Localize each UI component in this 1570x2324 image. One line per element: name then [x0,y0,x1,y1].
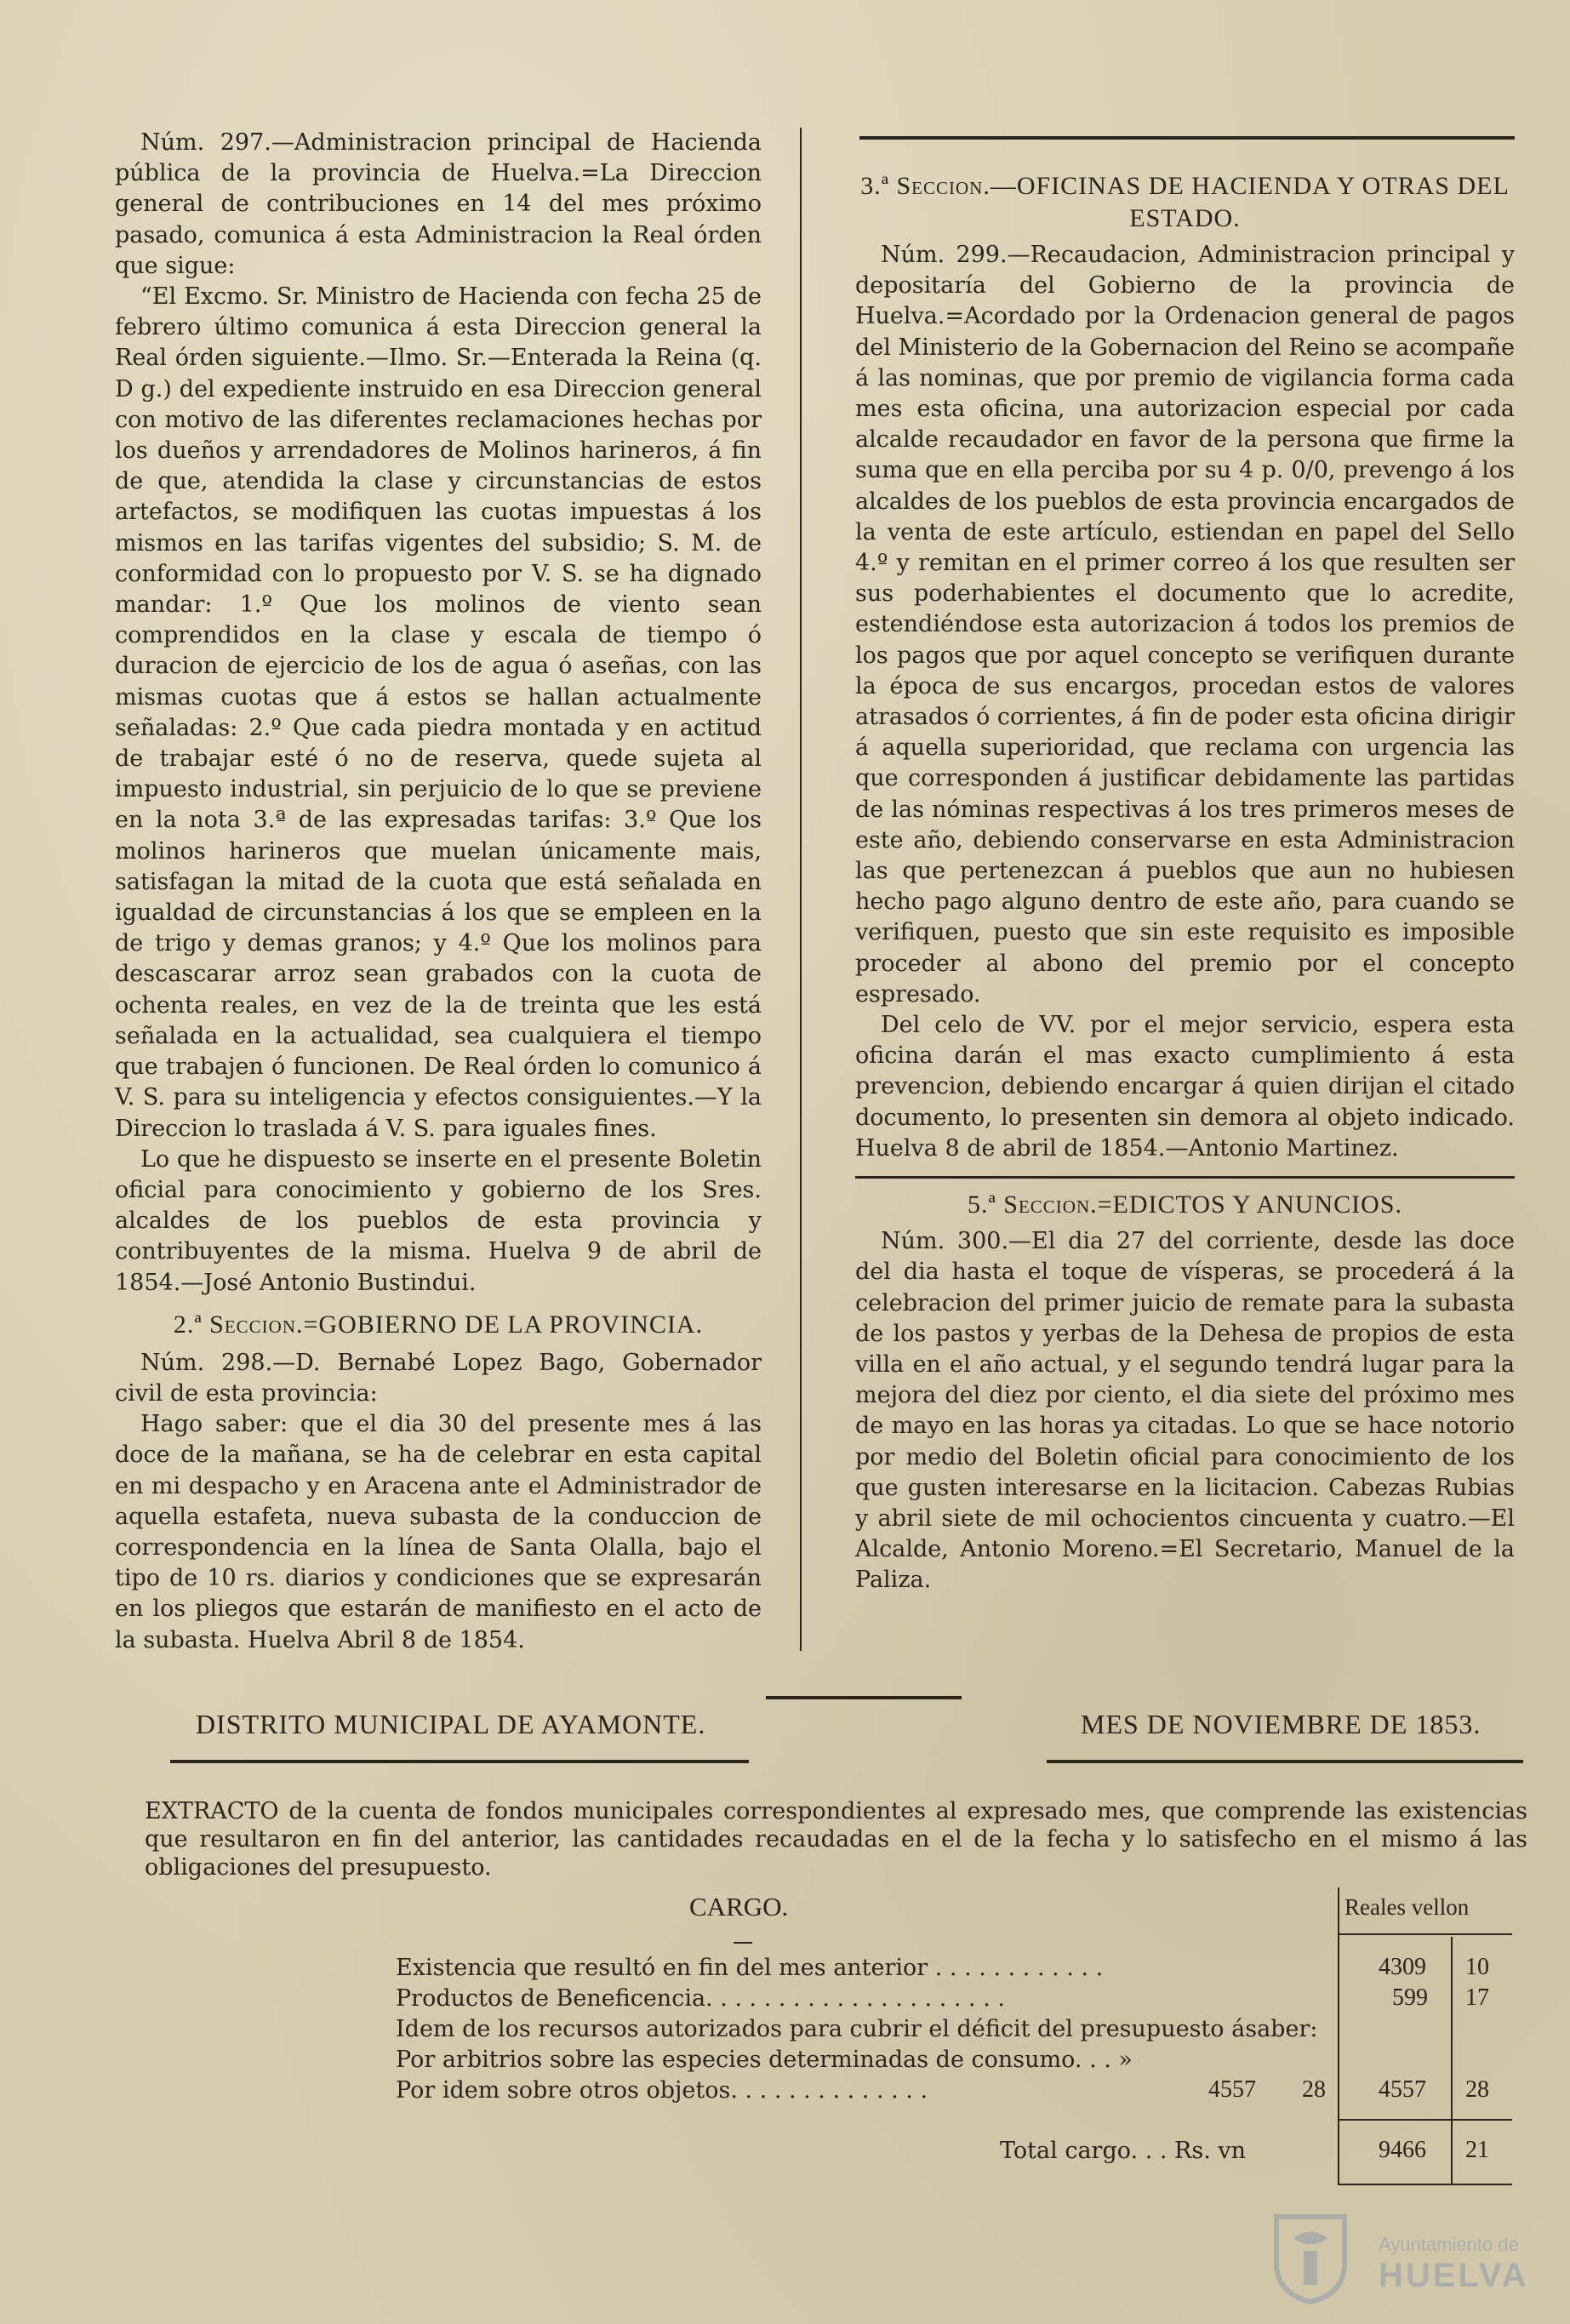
row-beneficencia: Productos de Beneficencia. . . . . . . . . . . . . . . . . . . . . [396,1985,1005,2012]
row-otros-reales: 4557 [1379,2076,1426,2103]
reales-vellon-header: Reales vellon [1344,1894,1470,1920]
section-2-heading [115,1309,762,1341]
notice-299-closing: Del celo de VV. por el mejor servicio, espera esta oficina darán el mas exacto cumplimiento á esta prevencion, debiendo encargar á quien dirijan el citado documento, lo presenten sin demora al objeto indicado. Huelva 8 de abril de 1854.—Antonio Martinez. [855,1012,1515,1162]
section-3-title: —OFICINAS DE HACIENDA Y OTRAS DEL ESTADO. [990,172,1510,232]
row-arbitrios: Por arbitrios sobre las especies determinadas de consumo. . . » [396,2047,1133,2073]
cargo-title: CARGO. [689,1892,789,1921]
section-5-number: 5.ª [968,1191,996,1219]
header-rule [1338,1933,1512,1935]
right-column [855,170,1515,1596]
row-otros-sub-reales: 4557 [1208,2076,1256,2103]
month-underline [1047,1760,1523,1763]
watermark-line2: HUELVA [1379,2257,1529,2294]
notice-298-head: Núm. 298.—D. Bernabé Lopez Bago, Gobernador civil de esta provincia: [115,1349,762,1407]
row-beneficencia-reales: 599 [1392,1984,1428,2011]
cents-rule [1451,1937,1453,2185]
section-3-heading [855,170,1515,235]
section-5-title: =EDICTOS Y ANUNCIOS. [1097,1191,1402,1219]
section-2-word: Seccion. [209,1310,304,1339]
month-title: MES DE NOVIEMBRE DE 1853. [1081,1709,1482,1739]
section-5-word: Seccion. [1003,1191,1098,1219]
center-rule [766,1696,962,1699]
section-2-number: 2.ª [173,1310,203,1339]
watermark-line1: Ayuntamiento de [1379,2234,1519,2255]
section-5-heading [855,1189,1515,1221]
table-left-rule [1338,1887,1339,2185]
notice-297-royal-order: “El Excmo. Sr. Ministro de Hacienda con fecha 25 de febrero último comunica á esta Direccion general la Real órden siguiente.—Ilmo. Sr.—Enterada la Reina (q. D g.) del expediente instruido en esa Direccion general con motivo de las diferentes reclamaciones hechas por los dueños y arrendadores de Molinos harineros, á fin de que, atendida la clase y circunstancias de estos artefactos, se modifiquen las cuotas impuestas á los mismos en las tarifas vigentes del subsidio; S. M. de conformidad con lo propuesto por V. S. se ha dignado mandar: 1.º Que los molinos de viento sean comprendidos en la clase y escala de tiempo ó duracion de ejercicio de los de agua ó aseñas, con las mismas cuotas que á estos se hallan actualmente señaladas: 2.º Que cada piedra montada y en actitud de trabajar esté ó no de reserva, quede sujeta al impuesto industrial, sin perjuicio de lo que se previene en la nota 3.ª de las expresadas tarifas: 3.º Que los molinos harineros que muelan únicamente mais, satisfagan la mitad de la cuota que está señalada en igualdad de circunstancias á los que se empleen en la de trigo y demas granos; y 4.º Que los molinos para descascarar arroz sean grabados con la cuota de ochenta reales, en vez de la de treinta que les está señalada en la actualidad, sea cualquiera el tiempo que trabajen ó funcionen. De Real órden lo comunico á V. S. para su inteligencia y efectos consiguientes.—Y la Direccion lo traslada á V. S. para iguales fines. [115,283,762,1142]
row-otros-objetos: Por idem sobre otros objetos. . . . . . . . . . . . . . [396,2077,928,2104]
column-divider [800,128,802,1651]
row-recursos: Idem de los recursos autorizados para cubrir el déficit del presupuesto ásaber: [396,2016,1318,2042]
ayuntamiento-watermark [1259,2204,1549,2306]
section-3-number: 3.ª [860,172,889,200]
cargo-dash [734,1942,752,1944]
notice-299-body: Núm. 299.—Recaudacion, Administracion principal y depositaría del Gobierno de la provincia de Huelva.=Acordado por la Ordenacion general de pagos del Ministerio de la Gobernacion del Reino se acompañe á las nominas, que por premio de vigilancia forma cada mes esta oficina, una autorizacion especial por cada alcalde recaudador en favor de la persona que firme la suma que en ella perciba por su 4 p. 0/0, prevengo á los alcaldes de los pueblos de esta provincia encargados de la venta de este artículo, estiendan en papel del Sello 4.º y remitan en el primer correo á los que resulten ser sus poderhabientes el documento que lo acredite, estendiéndose esta autorizacion á todos los premios de los pagos que por aquel concepto se verifiquen durante la época de sus encargos, procedan estos de valores atrasados ó corrientes, á fin de poder esta oficina dirigir á aquella superioridad, que reclama con urgencia las que corresponden á justificar debidamente las partidas de las nóminas respectivas á los tres primeros meses de este año, debiendo conservarse en esta Administracion las que pertenezcan á pueblos que aun no hubiesen hecho pago alguno dentro de este año, para cuando se verifiquen, puesto que sin este requisito es imposible proceder al abono del premio por el concepto espresado. [855,242,1515,1008]
section-2-title: =GOBIERNO DE LA PROVINCIA. [303,1310,704,1339]
district-underline [170,1760,749,1763]
row-existencia: Existencia que resultó en fin del mes anterior . . . . . . . . . . . . [396,1955,1104,1981]
notice-298-body: Hago saber: que el dia 30 del presente mes á las doce de la mañana, se ha de celebrar en esta capital en mi despacho y en Aracena ante el Administrador de aquella estafeta, nueva subasta de la conduccion de correspondencia en la línea de Santa Olalla, bajo el tipo de 10 rs. diarios y condiciones que se expresarán en los pliegos que estarán de manifiesto en el acto de la subasta. Huelva Abril 8 de 1854. [115,1411,762,1653]
district-title: DISTRITO MUNICIPAL DE AYAMONTE. [196,1709,706,1739]
extract-paragraph: EXTRACTO de la cuenta de fondos municipales correspondientes al expresado mes, que comprende las existencias que resultaron en fin del anterior, las cantidades recaudadas en el de la fecha y lo satisfecho en el mismo á las obligaciones del presupuesto. [145,1798,1527,1881]
row-otros-cents: 28 [1465,2076,1489,2103]
total-reales: 9466 [1379,2137,1426,2163]
notice-300-body: Núm. 300.—El dia 27 del corriente, desde las doce del dia hasta el toque de vísperas, se procederá á la celebracion del primer juicio de remate para la subasta de los pastos y yerbas de la Dehesa de propios de esta villa en el año actual, y el segundo tendrá lugar para la mejora del diez por ciento, el dia siete del próximo mes de mayo en las horas ya citadas. Lo que se hace notorio por medio del Boletin oficial para conocimiento de los que gusten interesarse en la licitacion. Cabezas Rubias y abril siete de mil ochocientos cincuenta y cuatro.—El Alcalde, Antonio Moreno.=El Secretario, Manuel de la Paliza. [855,1228,1515,1594]
row-existencia-reales: 4309 [1379,1954,1426,1980]
top-rule-right [859,136,1515,140]
total-cents: 21 [1465,2137,1489,2163]
section-3-word: Seccion. [896,172,991,200]
row-otros-sub-cents: 28 [1302,2076,1326,2103]
notice-297-intro: Núm. 297.—Administracion principal de Hacienda pública de la provincia de Huelva.=La Direccion general de contribuciones en 14 del mes próximo pasado, comunica á esta Administracion la Real órden que sigue: [115,129,762,279]
left-column [115,128,762,1656]
total-rule [1338,2119,1512,2121]
total-label: Total cargo. . . Rs. vn [1000,2138,1247,2164]
bottom-rule [1338,2184,1512,2185]
shield-icon [1259,2204,1362,2306]
row-beneficencia-cents: 17 [1465,1984,1489,2011]
notice-297-closing: Lo que he dispuesto se inserte en el presente Boletin oficial para conocimiento y gobierno de los Sres. alcaldes de los pueblos de esta provincia y contribuyentes de la misma. Huelva 9 de abril de 1854.—José Antonio Bustindui. [115,1145,762,1296]
row-existencia-cents: 10 [1465,1954,1489,1980]
